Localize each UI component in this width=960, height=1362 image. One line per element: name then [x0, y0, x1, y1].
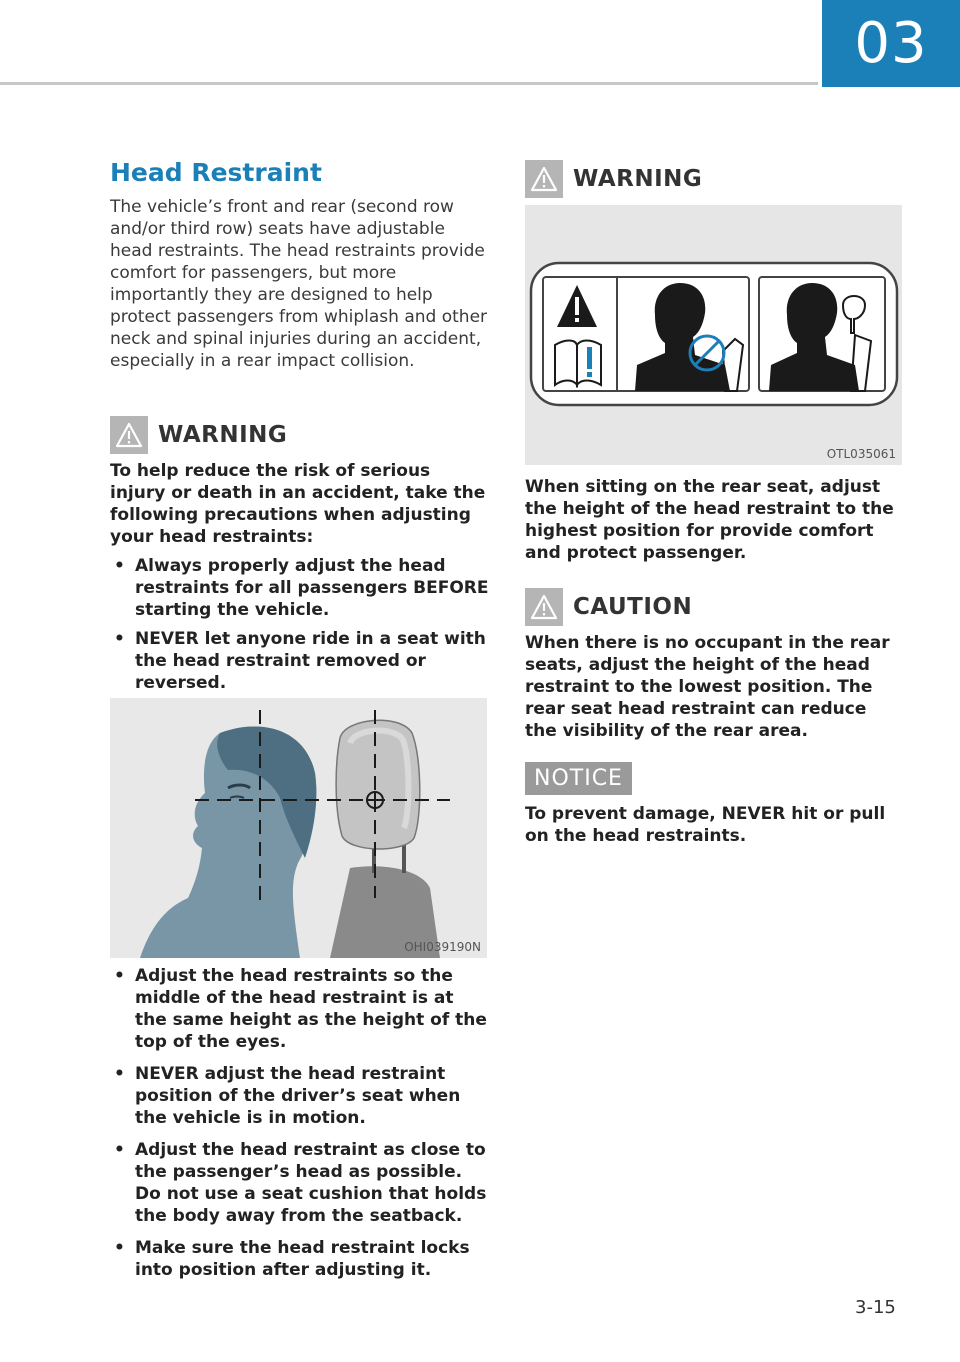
list-item: • Adjust the head restraints so the middle of the head restraint is at the same height as the height of the top of the eyes.	[110, 965, 490, 1053]
left-warning-block	[110, 416, 490, 694]
notice-text: To prevent damage, NEVER hit or pull on the head restraints.	[525, 804, 886, 846]
caution-text: When there is no occupant in the rear seats, adjust the height of the head restraint to the lowest position. The rear seat head restraint can reduce the visibility of the rear area.	[525, 633, 890, 741]
left-bullets-top	[110, 555, 490, 694]
list-item: • Adjust the head restraint as close to the passenger’s head as possible. Do not use a seat cushion that holds the body away from the seatback.	[110, 1139, 490, 1227]
caution-header	[525, 588, 903, 626]
page-number: 3-15	[855, 1297, 896, 1318]
caution-title: CAUTION	[573, 594, 693, 620]
notice-badge: NOTICE	[525, 762, 632, 795]
right-warning-title: WARNING	[573, 166, 703, 192]
caution-triangle-icon	[525, 588, 563, 626]
section-title: Head Restraint	[110, 158, 322, 187]
intro-paragraph: The vehicle’s front and rear (second row and/or third row) seats have adjustable head restraints. The head restraints provide comfort for passengers, but more importantly they are designed to help protect passengers from whiplash and other neck and spinal injuries during an accident, especially in a rear impact collision.	[110, 197, 488, 371]
left-warning-text: To help reduce the risk of serious injury or death in an accident, take the following precautions when adjusting your head restraints:	[110, 461, 486, 547]
head-restraint-figure	[110, 698, 487, 958]
figure-code: OTL035061	[826, 447, 896, 461]
head-profile-illustration	[110, 698, 487, 958]
header-rule	[0, 82, 818, 85]
list-item: • Make sure the head restraint locks into position after adjusting it.	[110, 1237, 490, 1281]
left-warning-title: WARNING	[158, 422, 288, 448]
left-bullets-bottom	[110, 958, 490, 1281]
figure-code: OHI039190N	[404, 940, 481, 954]
notice-block	[525, 762, 903, 847]
caution-block	[525, 588, 903, 742]
list-item: • Always properly adjust the head restraints for all passengers BEFORE starting the vehicle.	[110, 555, 490, 621]
warning-triangle-icon	[110, 416, 148, 454]
right-warning-text: When sitting on the rear seat, adjust the height of the head restraint to the highest position for provide comfort and protect passenger.	[525, 477, 894, 563]
left-warning-header	[110, 416, 490, 454]
rear-seat-warning-illustration	[525, 205, 902, 465]
warning-triangle-icon	[525, 160, 563, 198]
chapter-tab: 03	[822, 0, 960, 87]
right-warning-header	[525, 160, 702, 198]
list-item: • NEVER let anyone ride in a seat with the head restraint removed or reversed.	[110, 628, 490, 694]
rear-seat-figure	[525, 205, 902, 465]
list-item: • NEVER adjust the head restraint position of the driver’s seat when the vehicle is in motion.	[110, 1063, 490, 1129]
